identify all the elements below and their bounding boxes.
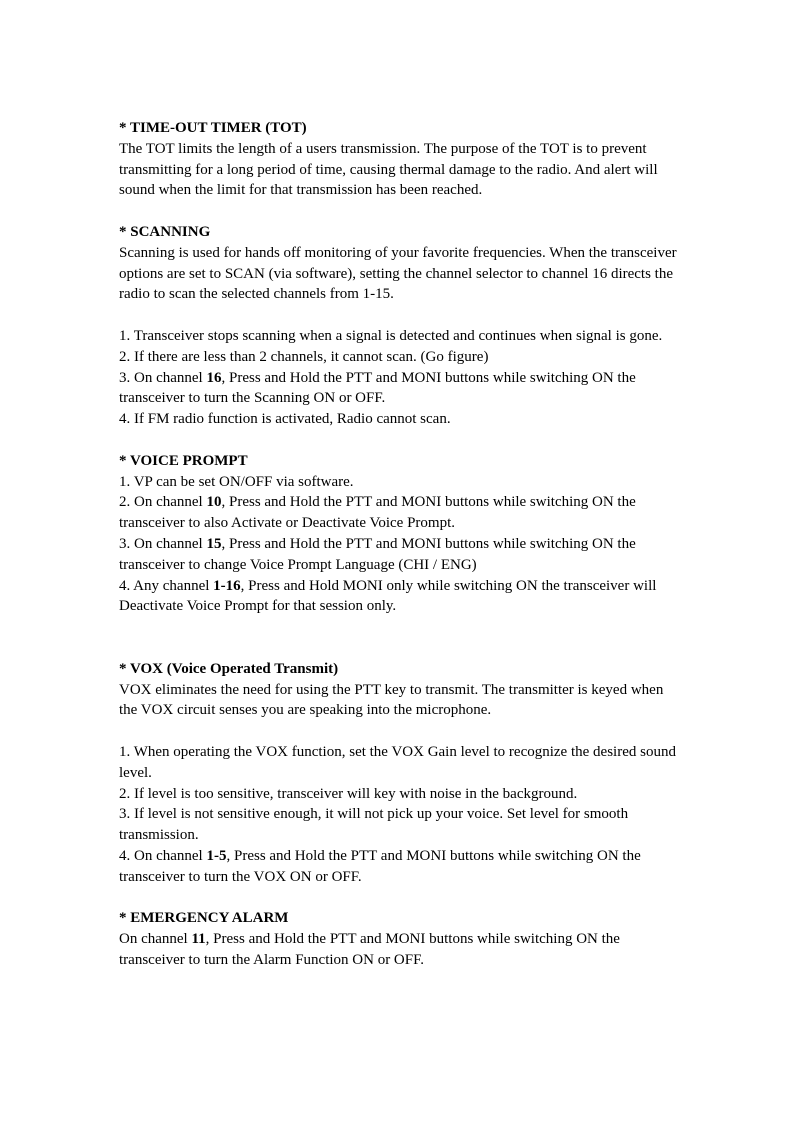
voice-prompt-item-3: 3. On channel 15, Press and Hold the PTT and MONI buttons while switching ON the transceiver to change Voice Prompt Language (CHI / ENG) (119, 535, 636, 573)
section-scanning (119, 222, 679, 430)
emergency-body: On channel 11, Press and Hold the PTT and MONI buttons while switching ON the transceiver to turn the Alarm Function ON or OFF. (119, 931, 620, 968)
heading-vox: * VOX (Voice Operated Transmit) (119, 660, 339, 677)
voice-prompt-item-4: 4. Any channel 1-16, Press and Hold MONI only while switching ON the transceiver will Deactivate Voice Prompt for that session only. (119, 577, 657, 615)
heading-emergency-alarm: * EMERGENCY ALARM (119, 910, 289, 927)
vox-item-4: 4. On channel 1-5, Press and Hold the PTT and MONI buttons while switching ON the transceiver to turn the VOX ON or OFF. (119, 847, 641, 885)
vox-body: VOX eliminates the need for using the PTT key to transmit. The transmitter is keyed when the VOX circuit senses you are speaking into the microphone. (119, 681, 664, 719)
vox-item-1: 1. When operating the VOX function, set the VOX Gain level to recognize the desired sound level. (119, 743, 676, 781)
document-page (119, 118, 679, 971)
vox-item-3: 3. If level is not sensitive enough, it will not pick up your voice. Set level for smooth transmission. (119, 806, 629, 844)
scanning-item-3: 3. On channel 16, Press and Hold the PTT and MONI buttons while switching ON the transceiver to turn the Scanning ON or OFF. (119, 369, 636, 407)
tot-body: The TOT limits the length of a users transmission. The purpose of the TOT is to prevent transmitting for a long period of time, causing thermal damage to the radio. And alert will sound when the limit for that transmission has been reached. (119, 140, 658, 199)
heading-tot: * TIME-OUT TIMER (TOT) (119, 120, 307, 136)
scanning-item-1: 1. Transceiver stops scanning when a signal is detected and continues when signal is gone. (119, 327, 663, 344)
scanning-body: Scanning is used for hands off monitoring of your favorite frequencies. When the transceiver options are set to SCAN (via software), setting the channel selector to channel 16 directs the radio to scan the selected channels from 1-15. (119, 244, 677, 303)
section-emergency-alarm (119, 908, 679, 970)
voice-prompt-item-1: 1. VP can be set ON/OFF via software. (119, 473, 354, 490)
scanning-item-2: 2. If there are less than 2 channels, it cannot scan. (Go figure) (119, 348, 489, 365)
heading-scanning: * SCANNING (119, 223, 211, 240)
heading-voice-prompt: * VOICE PROMPT (119, 452, 248, 469)
scanning-item-4: 4. If FM radio function is activated, Radio cannot scan. (119, 411, 451, 428)
section-voice-prompt (119, 451, 679, 617)
section-time-out-timer (119, 118, 679, 201)
voice-prompt-item-2: 2. On channel 10, Press and Hold the PTT and MONI buttons while switching ON the transceiver to also Activate or Deactivate Voice Prompt. (119, 494, 636, 532)
vox-item-2: 2. If level is too sensitive, transceiver will key with noise in the background. (119, 785, 578, 802)
section-vox (119, 659, 679, 888)
